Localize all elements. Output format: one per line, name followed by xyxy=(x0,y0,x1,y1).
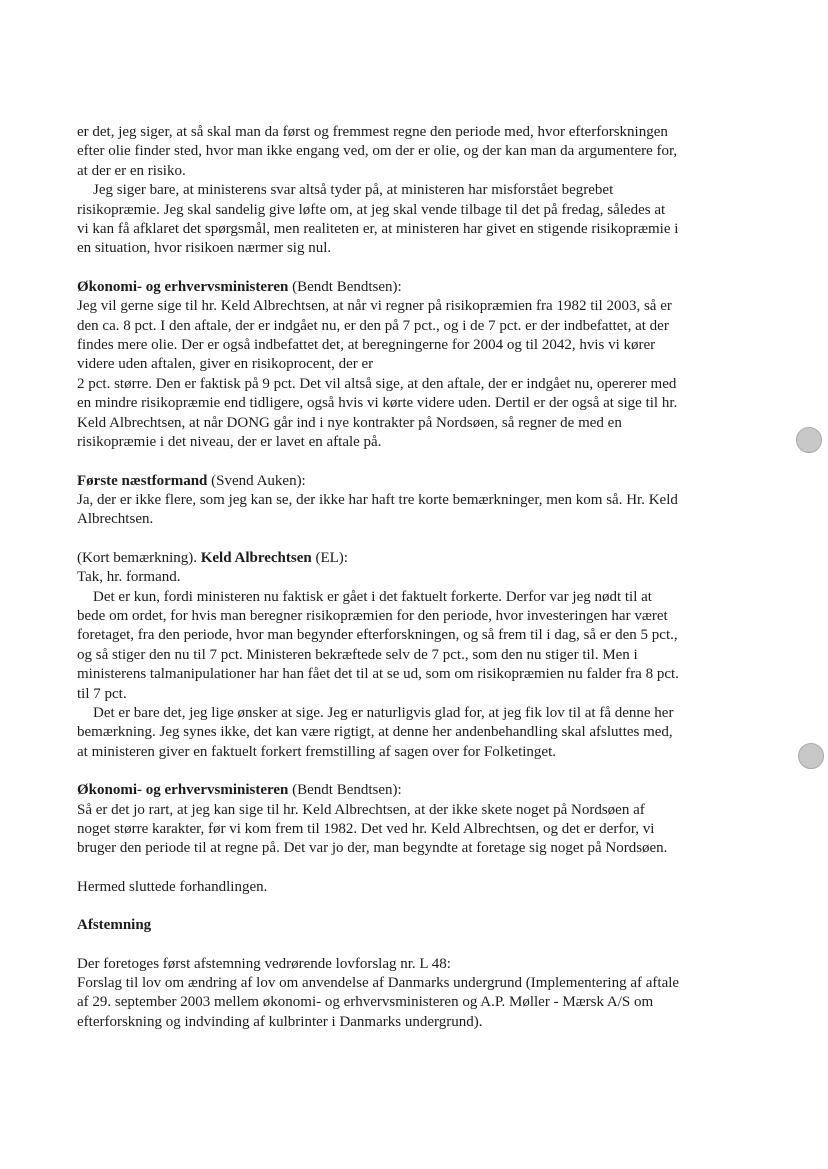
text-line: af 29. september 2003 mellem økonomi- og erhvervsministeren og A.P. Møller - Mærsk A/S om xyxy=(77,994,654,1011)
speaker-name: (EL): xyxy=(311,549,348,566)
speaker-title: Første næstformand xyxy=(77,472,208,489)
text-line: og så stiger den nu til 7 pct. Ministeren bekræftede selv de 7 pct., som den nu stiger til. Men i xyxy=(77,646,638,663)
speaker-line xyxy=(77,472,757,491)
text-line: Ja, der er ikke flere, som jeg kan se, der ikke har haft tre korte bemærkninger, men kom så. Hr. Keld xyxy=(77,491,678,508)
text-line: vi kan få afklaret det spørgsmål, men realiteten er, at ministeren har givet en stigende risikopræmie i xyxy=(77,221,679,238)
speaker-line xyxy=(77,549,757,568)
document-page xyxy=(77,123,757,1032)
text-line: findes mere olie. Der er også indbefattet det, at beregningerne for 2004 og til 2042, hvis vi kører xyxy=(77,337,656,354)
text-line: foretaget, fra den periode, hvor man begynder efterforskningen, og så frem til i dag, så er den 5 pct., xyxy=(77,627,678,644)
text-line: noget større karakter, før vi kom frem til 1982. Det ved hr. Keld Albrechtsen, og det er derfor, vi xyxy=(77,821,655,837)
speech-chair xyxy=(77,472,757,530)
text-line: at ministeren giver en faktuelt forkert fremstilling af sagen over for Folketinget. xyxy=(77,743,557,760)
text-line: Så er det jo rart, at jeg kan sige til hr. Keld Albrechtsen, at der ikke skete noget på Nordsøen af xyxy=(77,801,645,818)
text-line: Tak, hr. formand. xyxy=(77,569,181,586)
punch-hole-icon xyxy=(796,427,822,453)
punch-hole-icon xyxy=(798,743,824,769)
text-line: bruger den periode til at regne på. Det var jo der, man begyndte at foretage sig noget på Nordsøen. xyxy=(77,840,668,857)
text-line: bemærkning. Jeg synes ikke, det kan være rigtigt, at denne her andenbehandling skal afsluttes med, xyxy=(77,724,673,741)
text-line: Jeg siger bare, at ministerens svar altså tyder på, at ministeren har misforstået begrebet xyxy=(93,182,614,199)
text-line: Jeg vil gerne sige til hr. Keld Albrechtsen, at når vi regner på risikopræmien fra 1982 til 2003, så er xyxy=(77,298,672,315)
text-line: efter olie finder sted, hvor man ikke engang ved, om der er olie, og der kan man da argumentere for, xyxy=(77,143,678,160)
text-line: en situation, hvor risikoen nærmer sig nul. xyxy=(77,240,332,257)
paragraph-continuation xyxy=(77,123,757,181)
text-line: videre uden aftalen, giver en risikoprocent, der er xyxy=(77,356,374,373)
text-line: risikopræmie. Jeg skal sandelig give løfte om, at jeg skal vende tilbage til det på fredag, således at xyxy=(77,201,666,218)
text-line: Albrechtsen. xyxy=(77,511,154,528)
text-line: efterforskning og indvinding af kulbrinter i Danmarks undergrund). xyxy=(77,1013,483,1030)
vote-paragraph xyxy=(77,955,757,1033)
speaker-title: Økonomi- og erhvervsministeren xyxy=(77,278,289,295)
text-line: Det er kun, fordi ministeren nu faktisk er gået i det faktuelt forkerte. Derfor var jeg nødt til at xyxy=(93,588,652,605)
speaker-line xyxy=(77,278,757,297)
text-line: Keld Albrechtsen, at når DONG går ind i nye kontrakter på Nordsøen, så regner de med en xyxy=(77,414,622,431)
speaker-name: (Svend Auken): xyxy=(207,472,306,489)
text-line: til 7 pct. xyxy=(77,685,127,702)
text-line: Forslag til lov om ændring af lov om anvendelse af Danmarks undergrund (Implementering af aftale xyxy=(77,975,680,992)
speaker-line xyxy=(77,781,757,800)
speaker-title: Keld Albrechtsen xyxy=(200,549,312,566)
text-line: risikopræmie i det niveau, der er lavet en aftale på. xyxy=(77,434,382,451)
speaker-name: (Bendt Bendtsen): xyxy=(288,278,402,295)
text-line: ministerens talmanipulationer har han fået det til at se ud, som om risikopræmien nu falder fra 8 pct. xyxy=(77,666,679,683)
speech-keld-albrechtsen xyxy=(77,549,757,762)
text-line: bede om ordet, for hvis man beregner risikopræmien for den periode, hvor investeringen har været xyxy=(77,607,668,624)
speech-minister-2 xyxy=(77,781,757,859)
section-heading: Afstemning xyxy=(77,917,152,934)
text-line: Det er bare det, jeg lige ønsker at sige. Jeg er naturligvis glad for, at jeg fik lov til at få denne her xyxy=(93,704,674,721)
text-line: Der foretoges først afstemning vedrørende lovforslag nr. L 48: xyxy=(77,955,451,972)
text-line: den ca. 8 pct. I den aftale, der er indgået nu, er den på 7 pct., og i de 7 pct. er der indbefattet, at der xyxy=(77,317,669,334)
paragraph xyxy=(77,181,757,259)
text-line: 2 pct. større. Den er faktisk på 9 pct. Det vil altså sige, at den aftale, der er indgået nu, opererer med xyxy=(77,375,677,392)
text-line: er det, jeg siger, at så skal man da først og fremmest regne den periode med, hvor efterforskningen xyxy=(77,124,668,140)
speaker-name: (Bendt Bendtsen): xyxy=(288,782,402,799)
speaker-prefix: (Kort bemærkning). xyxy=(77,549,201,566)
text-line: at der er en risiko. xyxy=(77,162,186,179)
speaker-title: Økonomi- og erhvervsministeren xyxy=(77,782,289,799)
speech-minister-1 xyxy=(77,278,757,453)
closing-statement: Hermed sluttede forhandlingen. xyxy=(77,878,268,895)
text-line: en mindre risikopræmie end tidligere, også hvis vi kørte videre uden. Dertil er der også at sige til hr. xyxy=(77,395,678,412)
